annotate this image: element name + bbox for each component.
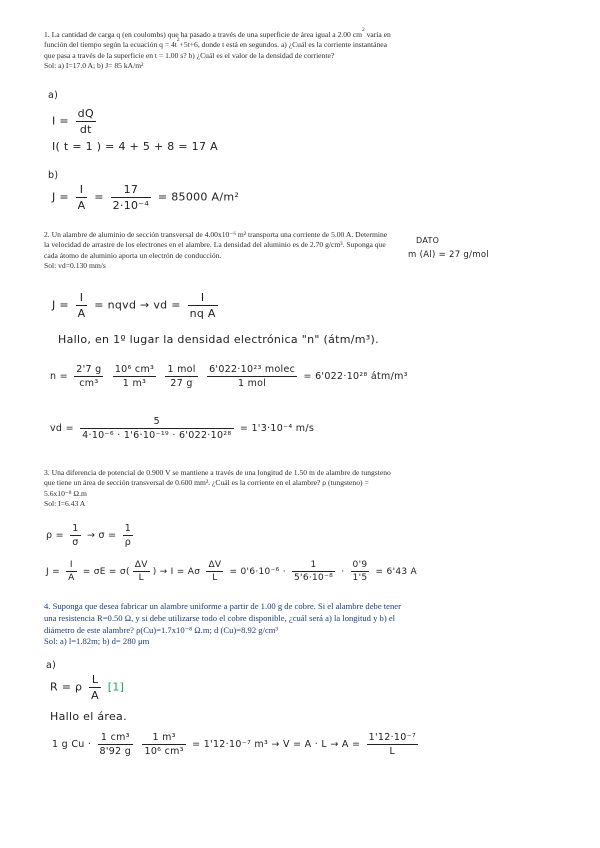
sol4-a-den: L (389, 746, 396, 757)
sol3-j-fraction (66, 560, 76, 583)
sol2-drift-formula (52, 291, 221, 320)
sol3-v-den: 1'5 (352, 573, 368, 583)
sol2-f1-den: cm³ (79, 378, 99, 389)
sol3-dv-fraction (133, 560, 150, 583)
sol4-equation-tag: [1] (107, 680, 125, 694)
sol4-c2-den: 10⁶ cm³ (144, 746, 184, 757)
dato-value: m (Al) = 27 g/mol (408, 250, 490, 260)
sol3-result: = 6'43 A (375, 567, 418, 577)
sol3-j-mid: = σE = σ (82, 567, 126, 577)
sol1-j-den: A (77, 199, 86, 212)
problem-1-text-c: +5t+6, donde t está en segundos. a) ¿Cuál es la corriente instantánea que pasa a través de la superficie en t = 1.00 s? b) ¿Cuál es el valor de la densidad de corriente? (44, 40, 387, 60)
sol3-rho-label: ρ = (46, 530, 64, 541)
sol2-drift-velocity (50, 416, 314, 441)
sol4-r-fraction (89, 673, 101, 702)
sol2-vd-label: vd = (50, 423, 74, 434)
sol2-vd-den: nq A (189, 307, 216, 320)
sol3-dot: · (341, 567, 345, 577)
sol2-vd-result: = 1'3·10⁻⁴ m/s (239, 423, 315, 434)
problem-4-text: 4. Suponga que desea fabricar un alambre uniforme a partir de 1.00 g de cobre. Si el alambre debe tener una resistencia R=0.50 Ω, y si debe utilizarse todo el cobre disponible, ¿cuál será a) la longitud y b) el diámetro de este alambre? ρ(Cu)=1.7x10⁻⁸ Ω.m; d (Cu)=8.92 g/cm³ (44, 601, 401, 635)
sol2-j-mid: = nqvd → vd = (94, 298, 181, 312)
sol4-c1-num: 1 cm³ (98, 732, 134, 745)
problem-4-solution: Sol: a) l=1.82m; b) d= 280 μm (44, 636, 150, 647)
sol2-vd-num: I (188, 291, 218, 306)
sol3-sigma-fraction (123, 523, 133, 548)
sol2-electron-density (50, 364, 408, 389)
sol4-c1-den: 8'92 g (99, 746, 132, 757)
problem-1-solution: Sol: a) I=17.0 A; b) J= 85 kA/m² (44, 61, 144, 71)
sol2-vd2-fraction (80, 416, 233, 441)
sol2-vd2-num: 5 (80, 416, 233, 429)
dato-label: DATO (416, 236, 440, 245)
sol3-arrow: → I = Aσ (159, 567, 201, 577)
sol4-r-label: R = ρ (50, 680, 83, 694)
sol1-i-den: dt (79, 123, 92, 136)
sol3-r-num: 1 (292, 560, 335, 572)
sol3-dv-den: L (138, 573, 144, 583)
sol1-j-fraction (76, 183, 88, 212)
sol2-factor-3 (165, 364, 197, 389)
sol1-part-a-label: a) (48, 90, 59, 101)
sol2-f2-num: 10⁶ cm³ (114, 364, 155, 375)
sol3-dv2-num: ΔV (208, 560, 222, 570)
sol1-i-label: I = (52, 114, 69, 128)
sol2-f4-num: 6'022·10²³ molec (209, 364, 296, 375)
sol3-v-fraction (351, 560, 370, 583)
sol1-j-num-2: 17 (111, 183, 152, 198)
sol2-vd2-den: 4·10⁻⁶ · 1'6·10⁻¹⁹ · 6'022·10²⁸ (82, 430, 232, 441)
problem-1-statement: 1. La cantidad de carga q (en coulombs) que ha pasado a través de una superficie de área igual a 2.00 $cm^2$ varía en función del tiempo según la ecuación $q = 4t^2+5t+6$, donde t está en segundos. a) ¿Cuál es la corriente instantánea que pasa a través de la superficie en t = 1.00 s? b) ¿Cuál es el valor de la densidad de corriente? Sol: a) I=17.0 A; b) J= 85 kA/m² (44, 27, 391, 71)
sol3-rho-num: 1 (72, 523, 79, 534)
sol4-area-derivation (52, 732, 421, 757)
sol2-factor-4 (207, 364, 297, 389)
sol2-j-num: I (76, 291, 88, 306)
sol3-rho-fraction (70, 523, 80, 548)
sol4-note: Hallo el área. (50, 710, 127, 723)
sol2-f1-num: 2'7 g (76, 364, 102, 375)
sol3-dv2-fraction (206, 560, 223, 583)
sol3-rho-mid: → σ = (86, 530, 117, 541)
sol2-f4-den: 1 mol (237, 378, 267, 389)
sol4-volume: = 1'12·10⁻⁷ m³ → V = A · L → A = (192, 739, 361, 750)
sol2-n-label: n = (50, 371, 68, 382)
sol2-f2-den: 1 m³ (122, 378, 147, 389)
sol4-c2-num: 1 m³ (142, 732, 185, 745)
sol1-i-num: dQ (77, 107, 94, 120)
problem-1-text-b: varía en función del tiempo según la ecuación q = 4t (44, 30, 391, 50)
sol4-a-num: 1'12·10⁻⁷ (368, 732, 416, 743)
problem-3-solution: Sol: I=6.43 A (44, 499, 86, 509)
sol1-j-num: I (76, 183, 88, 198)
sol4-g-label: 1 g Cu · (52, 739, 92, 750)
sol3-v-num: 0'9 (352, 560, 368, 570)
sol4-part-a-label: a) (46, 660, 57, 671)
sol1-j-result: = 85000 A/m² (157, 190, 240, 204)
sol2-f3-den: 27 g (170, 378, 193, 389)
sol1-j-equals: = (94, 190, 104, 204)
sol2-note: Hallo, en 1º lugar la densidad electrónica "n" (átm/m³). (58, 333, 379, 346)
sol1-current-definition (52, 107, 99, 136)
sol3-current: J = $\frac{I}{A}$ = σE = σ( $\frac{\Delta V}{L}$ ) → I = Aσ $\frac{\Delta V}{L}$ = 0'6·10⁻⁶ · $\frac{1}{\text{5'6·10⁻⁸}}$ · $\frac{0'9}{1'5}$ = 6'43 A (46, 560, 418, 583)
sol3-j-label: J = (46, 567, 60, 577)
sol4-c1-fraction (98, 732, 134, 757)
sol2-factor-2 (113, 364, 156, 389)
sol3-resistivity (46, 523, 136, 548)
sol3-sig-den: ρ (124, 537, 132, 548)
sol3-rho-den: σ (72, 537, 79, 548)
sol1-current-density (52, 183, 239, 212)
sol1-j-label: J = (52, 190, 69, 204)
sol2-j-label: J = (52, 298, 69, 312)
sol3-eq: = 0'6·10⁻⁶ · (229, 567, 286, 577)
sol3-sig-num: 1 (124, 523, 132, 534)
problem-3-statement (44, 468, 394, 510)
sol2-n-result: = 6'022·10²⁸ átm/m³ (303, 371, 408, 382)
sol2-vd-fraction (188, 291, 218, 320)
sol1-current-evaluation: I( t = 1 ) = 4 + 5 + 8 = 17 A (52, 140, 218, 153)
sol4-resistance (50, 673, 124, 702)
sol4-r-num: L (89, 673, 101, 688)
sol2-factor-1 (74, 364, 103, 389)
problem-2-statement (44, 230, 394, 272)
sol4-c2-fraction (142, 732, 185, 757)
sol4-r-den: A (91, 689, 99, 702)
sol3-j-num: I (66, 560, 76, 572)
sol4-area-fraction (367, 732, 418, 757)
problem-4-statement (44, 601, 406, 648)
problem-1-text-a: 1. La cantidad de carga q (en coulombs) que ha pasado a través de una superficie de área igual a 2.00 cm (44, 30, 363, 39)
sol2-j-den: A (77, 307, 86, 320)
problem-2-text: 2. Un alambre de aluminio de sección transversal de 4.00x10⁻⁶ m² transporta una corriente de 5.00 A. Determine la velocidad de arrastre de los electrones en el alambre. La densidad del aluminio es de 2.70 g/cm³. Suponga que cada átomo de aluminio aporta un electrón de conducción. (44, 230, 388, 260)
sol2-f3-num: 1 mol (167, 364, 196, 375)
sol2-j-fraction (76, 291, 88, 320)
problem-3-text: 3. Una diferencia de potencial de 0.900 V se mantiene a través de una longitud de 1.50 m de alambre de tungsteno que tiene un área de sección transversal de 0.600 mm². ¿Cuál es la corriente en el alambre? ρ (tungsteno) = 5.6x10⁻⁸ Ω.m (44, 468, 391, 498)
sol1-part-b-label: b) (48, 170, 59, 181)
sol1-j-fraction-2 (111, 183, 152, 212)
sol3-r-fraction (292, 560, 335, 583)
sol3-j-den: A (68, 573, 75, 583)
sol3-r-den: 5'6·10⁻⁸ (294, 573, 334, 583)
sol1-i-fraction (76, 107, 96, 136)
sol1-j-den-2: 2·10⁻⁴ (112, 199, 150, 212)
sol3-dv2-den: L (212, 573, 218, 583)
sol3-dv-num: ΔV (134, 560, 148, 570)
problem-2-solution: Sol: vd=0.130 mm/s (44, 261, 106, 271)
